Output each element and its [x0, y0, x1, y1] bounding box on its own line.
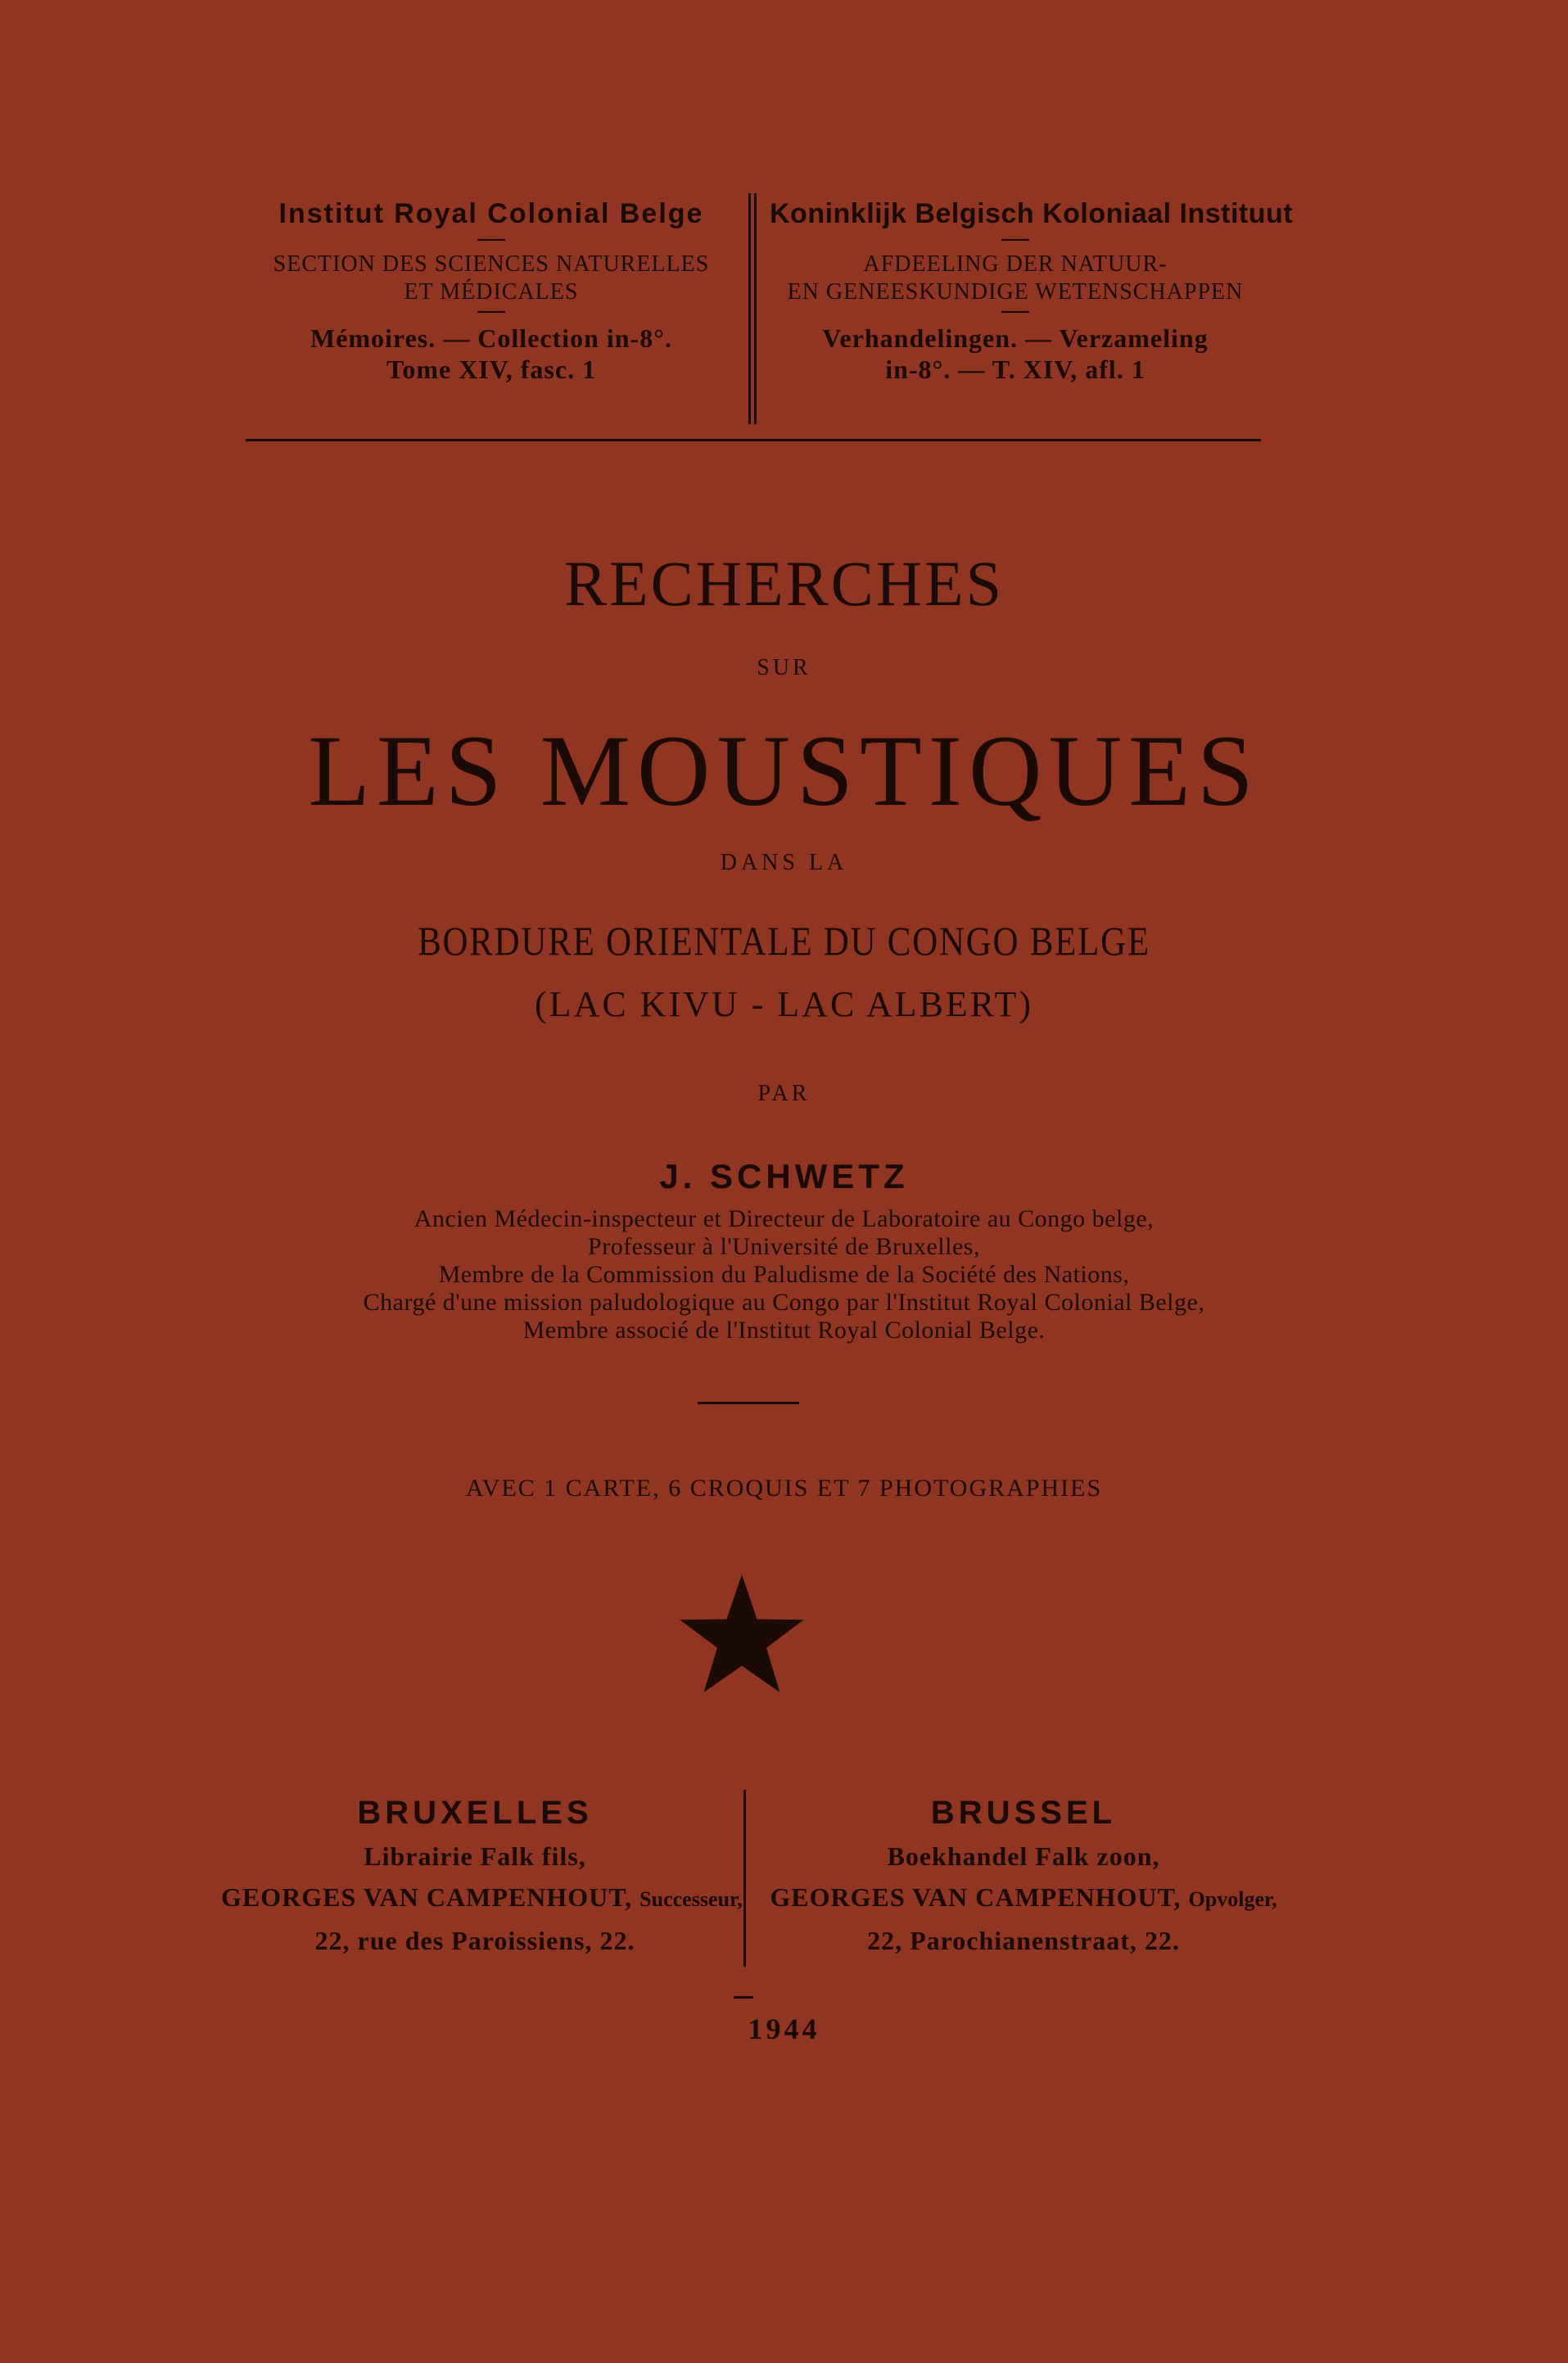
- publisher-city-nl: BRUSSEL: [930, 1795, 1117, 1831]
- publisher-address-fr: 22, rue des Paroissiens, 22.: [314, 1926, 635, 1955]
- series-line-fr-2: Tome XIV, fasc. 1: [386, 355, 597, 384]
- separator-dash: [477, 239, 505, 241]
- title-region: BORDURE ORIENTALE DU CONGO BELGE: [418, 918, 1150, 964]
- publication-year: 1944: [748, 2013, 820, 2045]
- credential-line: Professeur à l'Université de Bruxelles,: [588, 1233, 980, 1260]
- credential-line: Membre associé de l'Institut Royal Colonial Belge.: [522, 1317, 1046, 1344]
- year-dash: [734, 1996, 753, 1999]
- publisher-address-nl: 22, Parochianenstraat, 22.: [867, 1926, 1180, 1955]
- byline: PAR: [757, 1081, 811, 1106]
- header-divider: [748, 193, 757, 424]
- author-credentials: [0, 1205, 1568, 1344]
- credential-line: Chargé d'une mission paludologique au Congo par l'Institut Royal Colonial Belge,: [363, 1289, 1205, 1316]
- title-dans-la: DANS LA: [720, 850, 848, 875]
- series-line-nl-2: in-8°. — T. XIV, afl. 1: [885, 355, 1145, 384]
- separator-dash: [1001, 239, 1029, 241]
- publisher-owner-nl: GEORGES VAN CAMPENHOUT,: [770, 1882, 1182, 1912]
- title-main: LES MOUSTIQUES: [308, 715, 1260, 827]
- title-sur: SUR: [757, 655, 811, 680]
- institution-name-nl: Koninklijk Belgisch Koloniaal Instituut: [770, 198, 1294, 229]
- credential-line: Membre de la Commission du Paludisme de la Société des Nations,: [438, 1261, 1130, 1288]
- illustrations-note: AVEC 1 CARTE, 6 CROQUIS ET 7 PHOTOGRAPHIES: [465, 1475, 1103, 1502]
- publisher-role-nl: Opvolger,: [1188, 1887, 1277, 1911]
- series-line-nl-1: Verhandelingen. — Verzameling: [822, 323, 1209, 353]
- institution-name-fr: Institut Royal Colonial Belge: [278, 198, 704, 229]
- section-line-nl-1: AFDEELING DER NATUUR-: [863, 251, 1168, 277]
- header-dutch: [770, 193, 1294, 385]
- publisher-dutch: [761, 1790, 1286, 1961]
- publisher-bookshop-nl: Boekhandel Falk zoon,: [887, 1841, 1160, 1871]
- title-recherches: RECHERCHES: [563, 548, 1005, 619]
- title-lakes: (LAC KIVU - LAC ALBERT): [535, 984, 1033, 1024]
- publisher-role-fr: Successeur,: [639, 1887, 743, 1911]
- section-line-nl-2: EN GENEESKUNDIGE WETENSCHAPPEN: [787, 279, 1244, 305]
- series-header: [246, 193, 1294, 431]
- publisher-city-fr: BRUXELLES: [357, 1795, 593, 1831]
- credential-line: Ancien Médecin-inspecteur et Directeur de Laboratoire au Congo belge,: [413, 1205, 1155, 1232]
- section-line-fr-2: ET MÉDICALES: [404, 279, 579, 305]
- publisher-name-nl: [761, 1877, 1286, 1920]
- publisher-divider: [743, 1790, 746, 1967]
- separator-dash: [477, 311, 505, 313]
- section-line-fr-1: SECTION DES SCIENCES NATURELLES: [273, 251, 710, 277]
- header-rule: [246, 439, 1261, 441]
- star-icon: [676, 1572, 807, 1695]
- header-french: [246, 193, 737, 385]
- publisher-bookshop-fr: Librairie Falk fils,: [364, 1841, 586, 1871]
- series-line-fr-1: Mémoires. — Collection in-8°.: [310, 323, 672, 353]
- publisher-french: [221, 1790, 743, 1961]
- publisher-block: [221, 1790, 1286, 1970]
- publisher-owner-fr: GEORGES VAN CAMPENHOUT,: [221, 1882, 633, 1912]
- middle-rule: [698, 1402, 799, 1404]
- publisher-name-fr: [221, 1877, 743, 1920]
- separator-dash: [1001, 311, 1029, 313]
- author-name: J. SCHWETZ: [659, 1157, 909, 1195]
- star-shape: [680, 1575, 804, 1692]
